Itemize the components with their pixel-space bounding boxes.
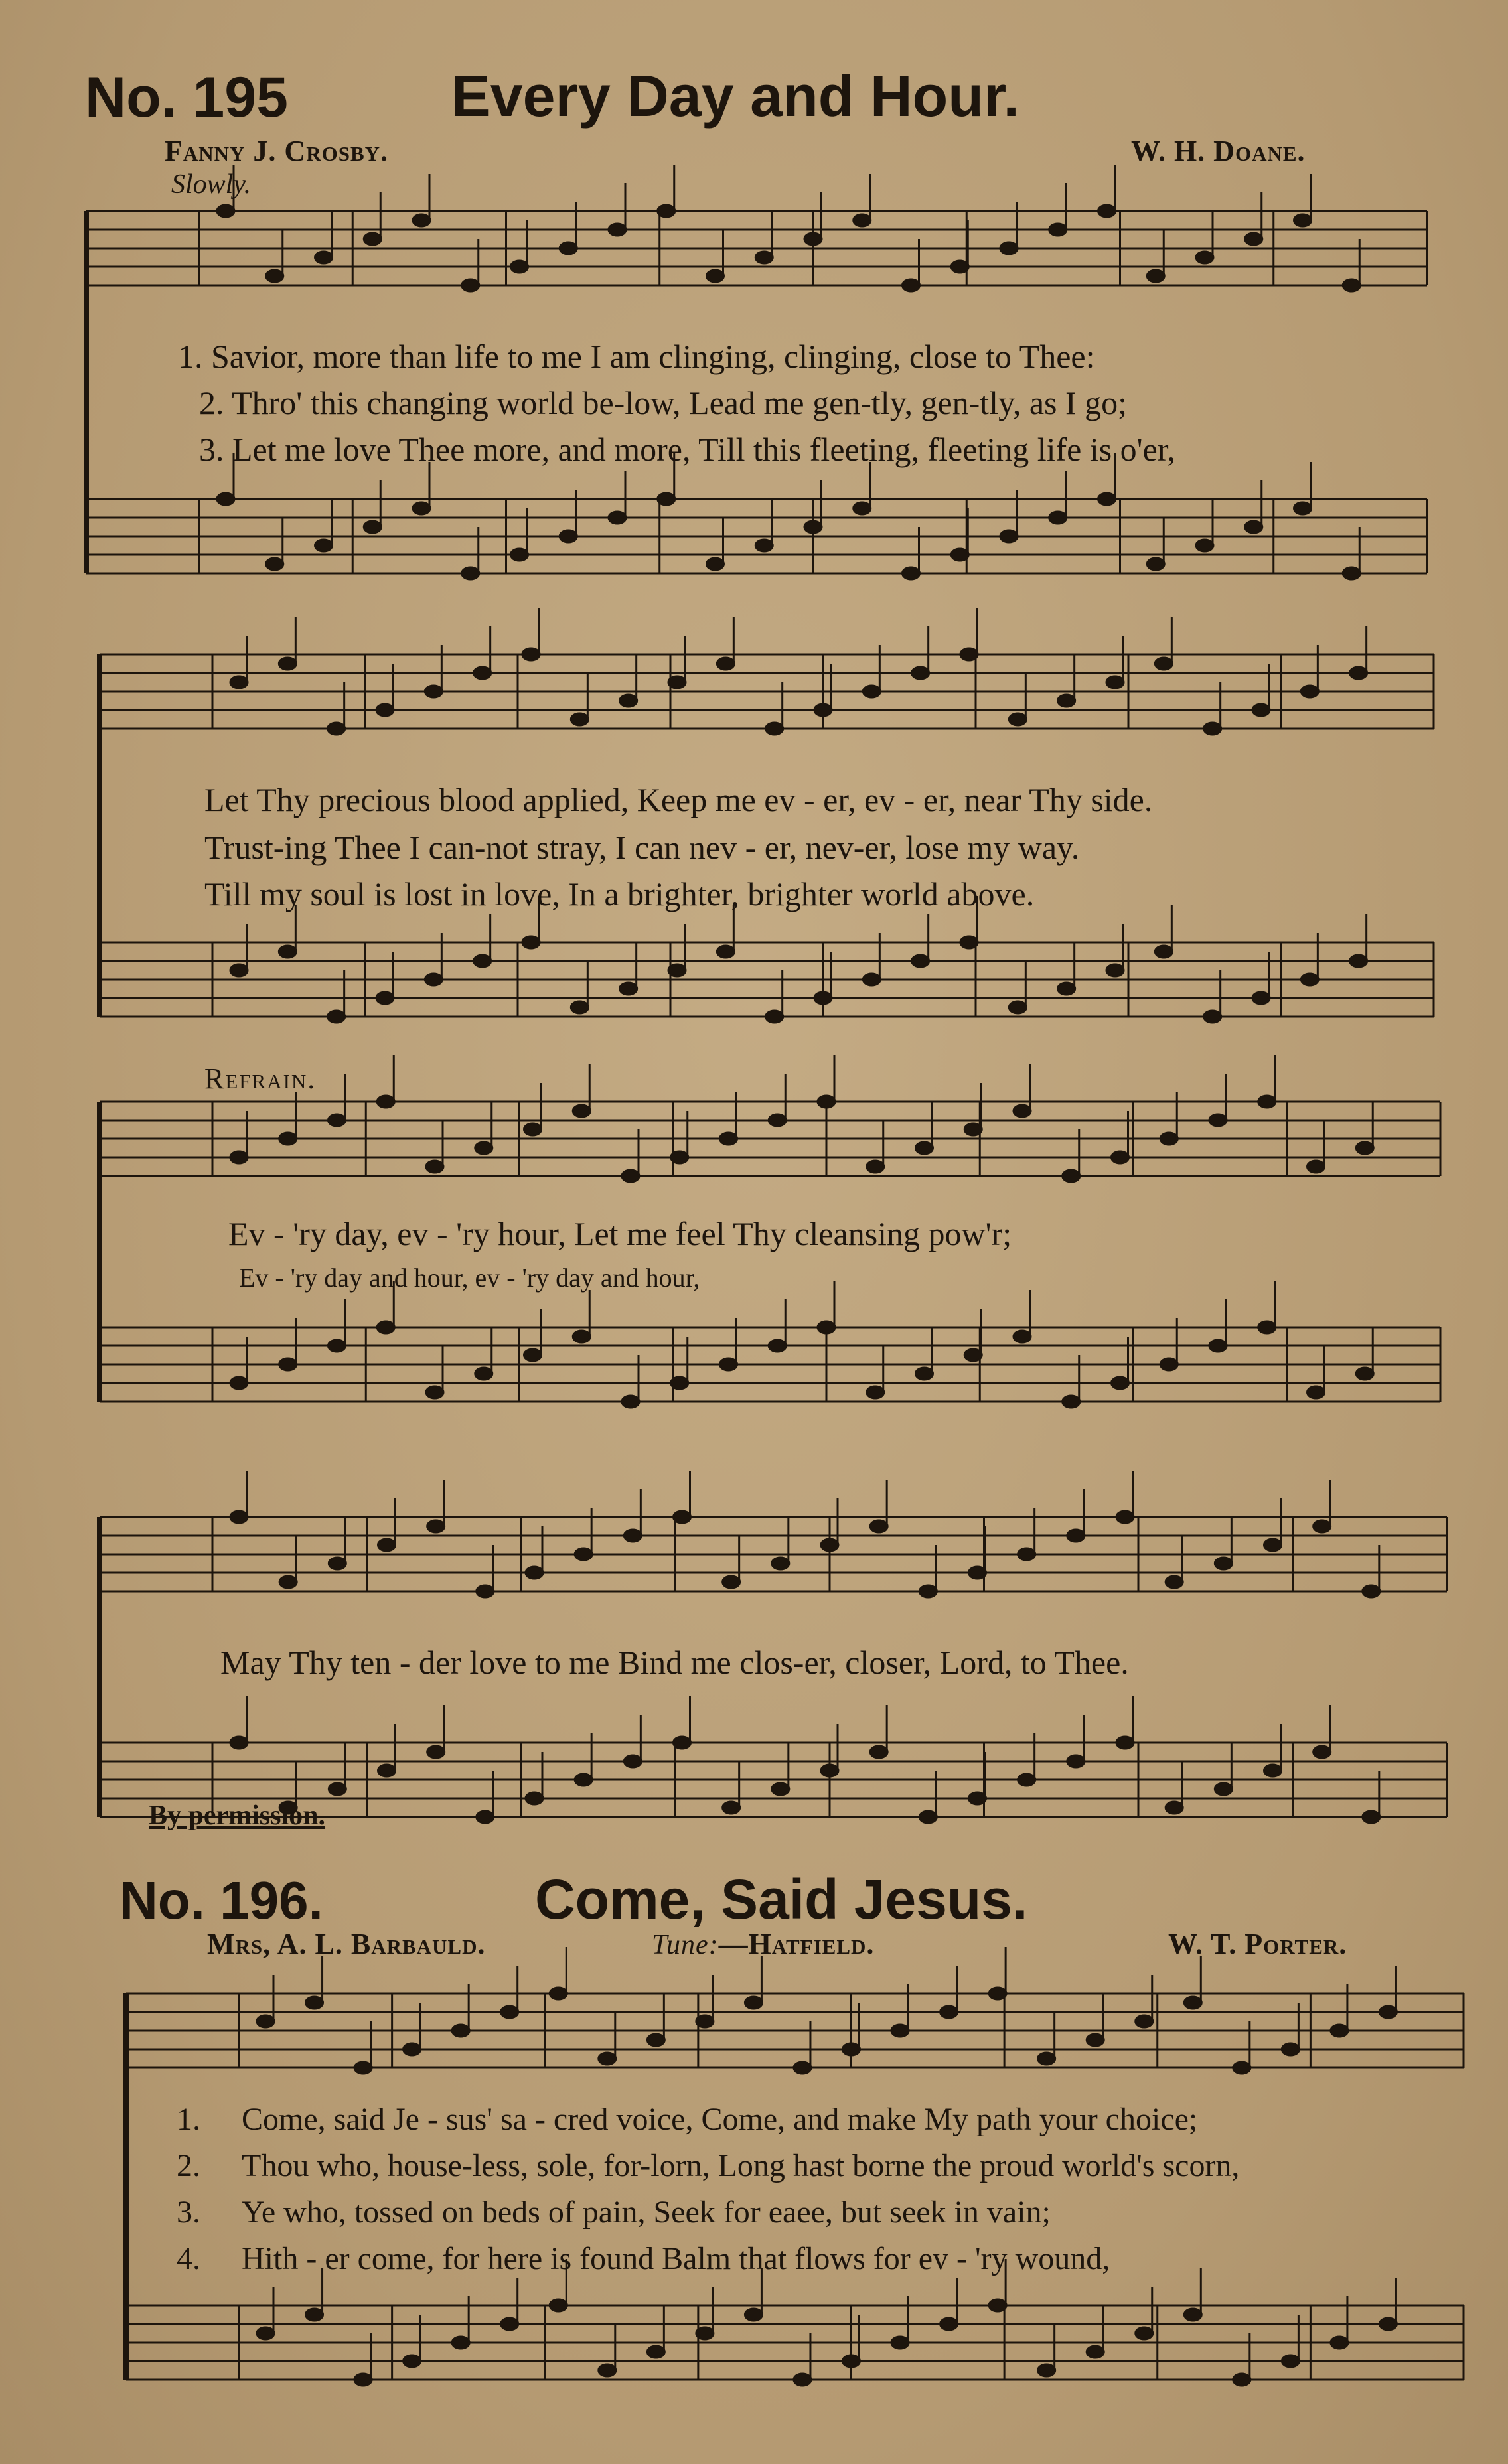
refrain-line-2: May Thy ten - der love to me Bind me clos-er, closer, Lord, to Thee. xyxy=(220,1644,1129,1681)
refrain-echo: Ev - 'ry day and hour, ev - 'ry day and hour, xyxy=(239,1263,700,1293)
verse-line-1b: Let Thy precious blood applied, Keep me ev - er, ev - er, near Thy side. xyxy=(204,781,1153,818)
hymn-196-verse-4 xyxy=(177,2240,1110,2277)
tune-label: Tune: xyxy=(652,1930,719,1960)
refrain-label: Refrain. xyxy=(204,1062,317,1095)
hymn-196-title: Come, Said Jesus. xyxy=(535,1868,1028,1930)
hymn-196-composer: W. T. Porter. xyxy=(1168,1928,1347,1960)
verse-line-2b: Trust-ing Thee I can-not stray, I can nev - er, nev-er, lose my way. xyxy=(204,829,1080,866)
verse-line-2a: 2. Thro' this changing world be-low, Lead me gen-tly, gen-tly, as I go; xyxy=(199,384,1128,421)
hymn-195-composer: W. H. Doane. xyxy=(1131,135,1306,167)
verse-text: Come, said Je - sus' sa - cred voice, Come, and make My path your choice; xyxy=(242,2102,1198,2137)
verse-number: 1. xyxy=(177,2102,200,2137)
hymn-195-title: Every Day and Hour. xyxy=(451,63,1019,129)
hymn-196-verse-1 xyxy=(177,2101,1197,2138)
verse-text: Thou who, house-less, sole, for-lorn, Long hast borne the proud world's scorn, xyxy=(242,2148,1240,2183)
hymn-196-verse-2 xyxy=(177,2147,1239,2184)
verse-text: Hith - er come, for here is found Balm that flows for ev - 'ry wound, xyxy=(242,2241,1110,2276)
tune-name: —Hatfield. xyxy=(718,1928,875,1960)
hymn-196-lyricist: Mrs, A. L. Barbauld. xyxy=(207,1928,486,1960)
hymn-196-number: No. 196. xyxy=(119,1871,323,1930)
permission-note: By permission. xyxy=(149,1800,326,1831)
verse-line-3a: 3. Let me love Thee more, and more, Till this fleeting, fleeting life is o'er, xyxy=(199,431,1176,468)
verse-number: 3. xyxy=(177,2195,200,2230)
verse-line-3b: Till my soul is lost in love, In a brighter, brighter world above. xyxy=(204,875,1035,912)
hymn-196-tune xyxy=(652,1927,874,1961)
hymn-195-lyricist: Fanny J. Crosby. xyxy=(165,135,389,167)
verse-number: 2. xyxy=(177,2148,200,2183)
hymn-195-number: No. 195 xyxy=(85,66,288,129)
tempo-marking: Slowly. xyxy=(171,169,252,200)
hymn-196-verse-3 xyxy=(177,2194,1051,2230)
verse-number: 4. xyxy=(177,2241,200,2276)
refrain-line-1: Ev - 'ry day, ev - 'ry hour, Let me feel Thy cleansing pow'r; xyxy=(228,1215,1012,1252)
verse-text: Ye who, tossed on beds of pain, Seek for eaee, but seek in vain; xyxy=(242,2195,1051,2230)
verse-line-1a: 1. Savior, more than life to me I am clinging, clinging, close to Thee: xyxy=(178,338,1095,375)
